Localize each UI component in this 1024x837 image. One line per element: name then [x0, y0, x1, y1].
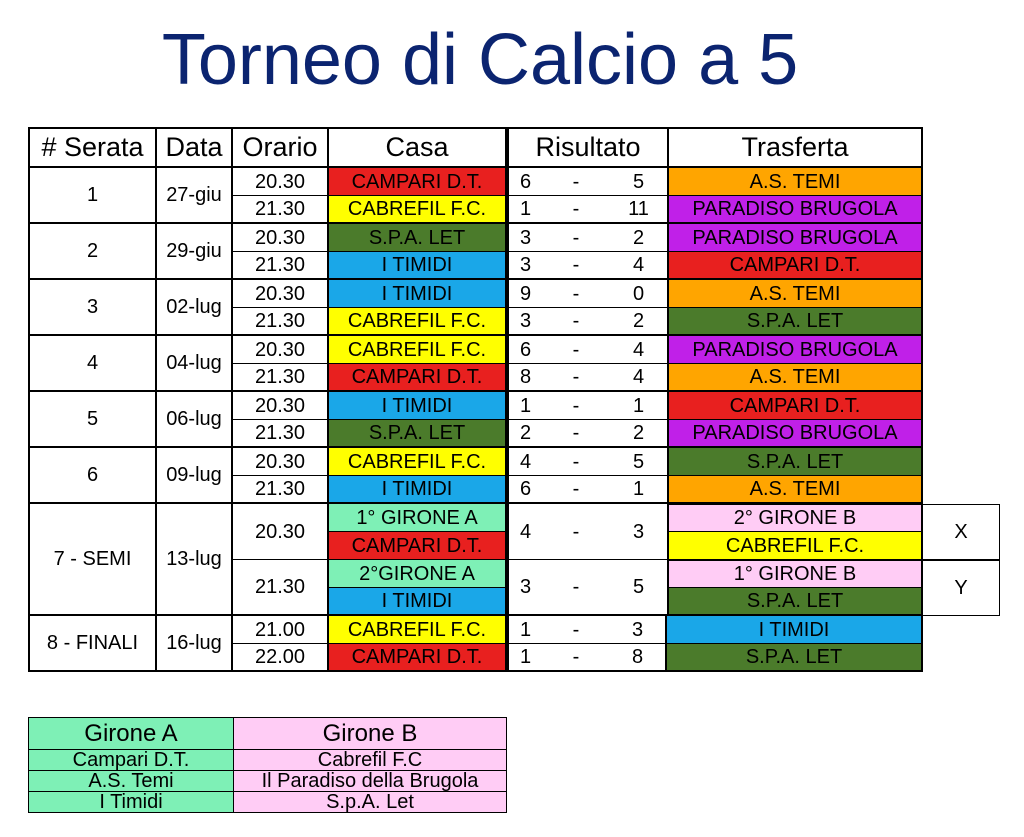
away-team: CAMPARI D.T. — [667, 252, 923, 280]
winner-label: Y — [923, 560, 1000, 616]
score-separator: - — [542, 336, 610, 364]
away-score: 1 — [610, 392, 667, 420]
serata-date: 29-giu — [155, 224, 231, 280]
away-score: 0 — [610, 280, 667, 308]
serata-number: 3 — [28, 280, 155, 336]
match-time: 20.30 — [231, 504, 327, 560]
score-separator: - — [542, 308, 610, 336]
winner-label: X — [923, 504, 1000, 560]
away-team: CABREFIL F.C. — [667, 532, 923, 560]
home-team: CAMPARI D.T. — [327, 364, 507, 392]
away-score: 8 — [610, 644, 667, 672]
match-time: 22.00 — [231, 644, 327, 672]
home-team: CAMPARI D.T. — [327, 168, 507, 196]
score-separator: - — [542, 420, 610, 448]
away-score: 2 — [610, 224, 667, 252]
score-separator: - — [542, 476, 610, 504]
girone-b-title: Girone B — [233, 717, 507, 750]
away-team: S.P.A. LET — [667, 644, 923, 672]
score-separator: - — [542, 364, 610, 392]
score-separator: - — [542, 252, 610, 280]
match-time: 21.30 — [231, 196, 327, 224]
away-score: 5 — [610, 168, 667, 196]
home-score: 1 — [507, 644, 542, 672]
home-score: 3 — [507, 308, 542, 336]
serata-date: 06-lug — [155, 392, 231, 448]
away-team: PARADISO BRUGOLA — [667, 336, 923, 364]
serata-date: 09-lug — [155, 448, 231, 504]
match-time: 20.30 — [231, 168, 327, 196]
away-team: A.S. TEMI — [667, 168, 923, 196]
home-slot: 2°GIRONE A — [327, 560, 507, 588]
away-team: CAMPARI D.T. — [667, 392, 923, 420]
away-team: PARADISO BRUGOLA — [667, 196, 923, 224]
away-team: S.P.A. LET — [667, 448, 923, 476]
away-team: S.P.A. LET — [667, 588, 923, 616]
serata-date: 16-lug — [155, 616, 231, 672]
header-risultato: Risultato — [507, 127, 667, 168]
serata-number: 1 — [28, 168, 155, 224]
home-team: I TIMIDI — [327, 588, 507, 616]
away-score: 3 — [610, 504, 667, 560]
header-trasferta: Trasferta — [667, 127, 923, 168]
girone-b-team: Cabrefil F.C — [233, 750, 507, 771]
away-team: S.P.A. LET — [667, 308, 923, 336]
serata-number: 2 — [28, 224, 155, 280]
serata-date: 13-lug — [155, 504, 231, 616]
home-score: 6 — [507, 336, 542, 364]
away-team: I TIMIDI — [667, 616, 923, 644]
home-team: S.P.A. LET — [327, 224, 507, 252]
girone-b-team: Il Paradiso della Brugola — [233, 771, 507, 792]
home-score: 1 — [507, 392, 542, 420]
girone-a-team: I Timidi — [28, 792, 233, 813]
away-score: 2 — [610, 308, 667, 336]
serata-number: 7 - SEMI — [28, 504, 155, 616]
home-score: 2 — [507, 420, 542, 448]
girone-a-team: Campari D.T. — [28, 750, 233, 771]
away-score: 11 — [610, 196, 667, 224]
serata-date: 04-lug — [155, 336, 231, 392]
home-team: CABREFIL F.C. — [327, 336, 507, 364]
match-time: 21.30 — [231, 476, 327, 504]
away-score: 3 — [610, 616, 667, 644]
home-score: 8 — [507, 364, 542, 392]
score-separator: - — [542, 448, 610, 476]
home-score: 4 — [507, 504, 542, 560]
serata-date: 02-lug — [155, 280, 231, 336]
girone-a-team: A.S. Temi — [28, 771, 233, 792]
score-separator: - — [542, 224, 610, 252]
home-score: 1 — [507, 196, 542, 224]
away-team: A.S. TEMI — [667, 364, 923, 392]
home-score: 6 — [507, 168, 542, 196]
away-score: 4 — [610, 252, 667, 280]
home-score: 3 — [507, 252, 542, 280]
home-score: 9 — [507, 280, 542, 308]
header-data: Data — [155, 127, 231, 168]
match-time: 20.30 — [231, 336, 327, 364]
score-separator: - — [542, 616, 610, 644]
match-time: 21.30 — [231, 560, 327, 616]
home-score: 4 — [507, 448, 542, 476]
away-team: PARADISO BRUGOLA — [667, 224, 923, 252]
home-score: 6 — [507, 476, 542, 504]
home-team: I TIMIDI — [327, 280, 507, 308]
score-separator: - — [542, 560, 610, 616]
home-team: CABREFIL F.C. — [327, 308, 507, 336]
match-time: 21.30 — [231, 308, 327, 336]
score-separator: - — [542, 196, 610, 224]
serata-number: 4 — [28, 336, 155, 392]
home-team: I TIMIDI — [327, 252, 507, 280]
girone-b-team: S.p.A. Let — [233, 792, 507, 813]
girone-a-title: Girone A — [28, 717, 233, 750]
home-score: 3 — [507, 560, 542, 616]
away-score: 5 — [610, 448, 667, 476]
match-time: 20.30 — [231, 280, 327, 308]
score-separator: - — [542, 392, 610, 420]
home-score: 3 — [507, 224, 542, 252]
away-score: 2 — [610, 420, 667, 448]
away-slot: 2° GIRONE B — [667, 504, 923, 532]
match-time: 21.30 — [231, 252, 327, 280]
header-serata: # Serata — [28, 127, 155, 168]
match-time: 21.30 — [231, 364, 327, 392]
serata-number: 8 - FINALI — [28, 616, 155, 672]
home-team: I TIMIDI — [327, 392, 507, 420]
home-team: CABREFIL F.C. — [327, 616, 507, 644]
home-team: I TIMIDI — [327, 476, 507, 504]
header-casa: Casa — [327, 127, 507, 168]
serata-date: 27-giu — [155, 168, 231, 224]
home-team: CAMPARI D.T. — [327, 532, 507, 560]
match-time: 21.00 — [231, 616, 327, 644]
home-team: CABREFIL F.C. — [327, 448, 507, 476]
serata-number: 5 — [28, 392, 155, 448]
away-team: PARADISO BRUGOLA — [667, 420, 923, 448]
home-team: CAMPARI D.T. — [327, 644, 507, 672]
score-separator: - — [542, 504, 610, 560]
match-time: 21.30 — [231, 420, 327, 448]
score-separator: - — [542, 280, 610, 308]
score-separator: - — [542, 644, 610, 672]
home-team: CABREFIL F.C. — [327, 196, 507, 224]
home-slot: 1° GIRONE A — [327, 504, 507, 532]
away-slot: 1° GIRONE B — [667, 560, 923, 588]
away-team: A.S. TEMI — [667, 476, 923, 504]
match-time: 20.30 — [231, 448, 327, 476]
serata-number: 6 — [28, 448, 155, 504]
page-title: Torneo di Calcio a 5 — [161, 20, 799, 100]
home-score: 1 — [507, 616, 542, 644]
away-score: 4 — [610, 336, 667, 364]
away-score: 1 — [610, 476, 667, 504]
away-score: 4 — [610, 364, 667, 392]
away-team: A.S. TEMI — [667, 280, 923, 308]
home-team: S.P.A. LET — [327, 420, 507, 448]
match-time: 20.30 — [231, 224, 327, 252]
score-separator: - — [542, 168, 610, 196]
match-time: 20.30 — [231, 392, 327, 420]
away-score: 5 — [610, 560, 667, 616]
header-orario: Orario — [231, 127, 327, 168]
